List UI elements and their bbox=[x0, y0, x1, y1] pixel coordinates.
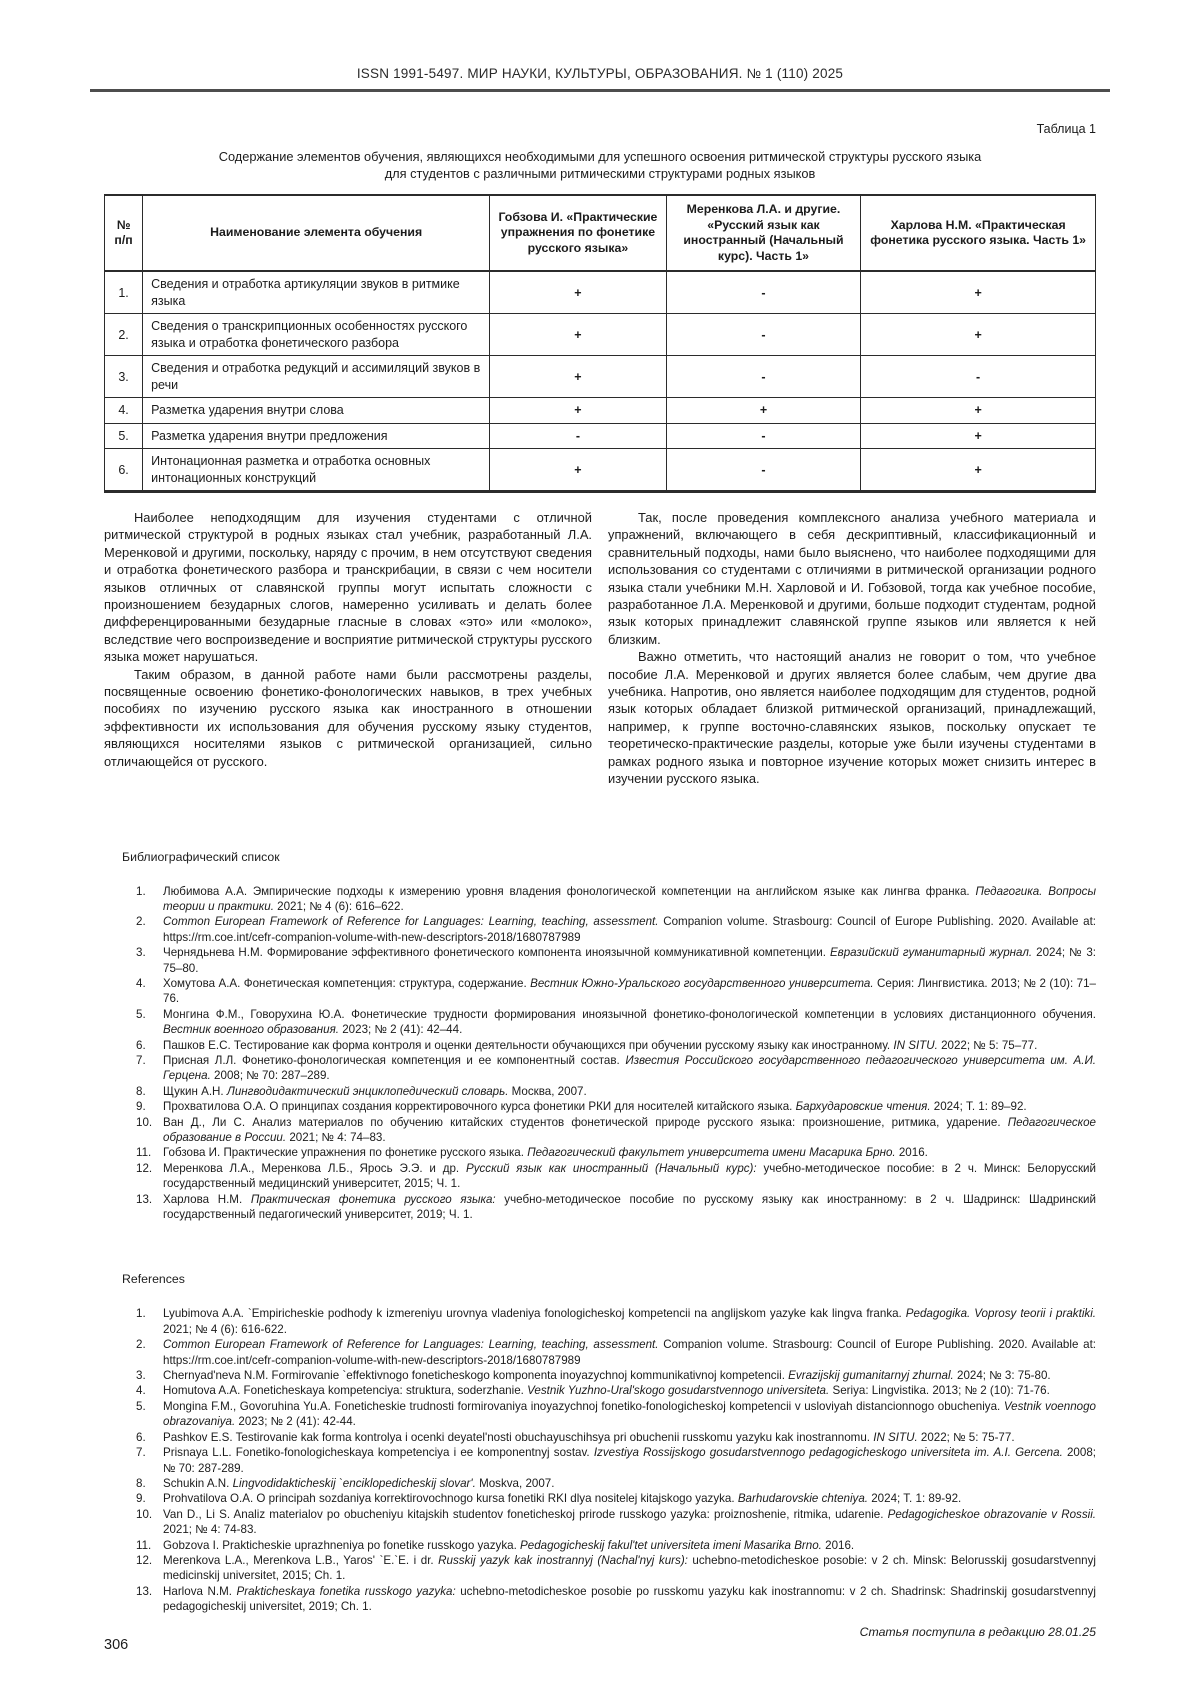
list-item-number: 6. bbox=[136, 1430, 146, 1444]
row-mark: + bbox=[861, 271, 1096, 314]
list-item bbox=[136, 1007, 1096, 1038]
list-item-number: 6. bbox=[136, 1038, 146, 1052]
list-item bbox=[136, 1192, 1096, 1223]
row-mark: + bbox=[490, 356, 667, 398]
list-item bbox=[136, 1161, 1096, 1192]
list-item bbox=[136, 1053, 1096, 1084]
row-element-name: Сведения и отработка артикуляции звуков в ритмике языка bbox=[143, 271, 490, 314]
list-item-number: 4. bbox=[136, 976, 146, 990]
received-note: Статья поступила в редакцию 28.01.25 bbox=[859, 1624, 1096, 1639]
list-item bbox=[136, 1430, 1096, 1445]
col-header-harlova: Харлова Н.М. «Практическая фонетика русского языка. Часть 1» bbox=[861, 195, 1096, 271]
list-item-text: Lyubimova A.A. `Empiricheskie podhody k izmereniyu urovnya vladeniya fonologicheskoj kompetencii na anglijskom yazyke kak lingva franka. Pedagogika. Voprosy teorii i praktiki. 2021; № 4 (6): 616-622. bbox=[163, 1307, 1096, 1336]
list-item-text: Любимова А.А. Эмпирические подходы к измерению уровня владения фонологической компетенции на английском языке как лингва франка. Педагогика. Вопросы теории и практики. 2021; № 4 (6): 616–622. bbox=[163, 884, 1096, 913]
row-number: 6. bbox=[105, 449, 143, 492]
table-caption: Таблица 1 bbox=[1036, 122, 1096, 136]
list-item bbox=[136, 976, 1096, 1007]
list-item-text: Van D., Li S. Analiz materialov po obucheniyu kitajskih studentov foneticheskoj prirode russkogo yazyka: proiznoshenie, ritmika, udarenie. Pedagogicheskoe obrazovanie v Rossii. 2021; № 4: 74-83. bbox=[163, 1507, 1096, 1537]
row-mark: + bbox=[861, 423, 1096, 449]
row-mark: + bbox=[861, 398, 1096, 424]
list-item-text: Chernyad'neva N.M. Formirovanie `effektivnogo foneticheskogo komponenta inoyazychnoj kommunikativnoj kompetencii. Evrazijskij gumanitarnyj zhurnal. 2024; № 3: 75-80. bbox=[163, 1369, 1051, 1383]
list-item-text: Присная Л.Л. Фонетико-фонологическая компетенция и ее компонентный состав. Известия Российского государственного педагогического университета им. А.И. Герцена. 2008; № 70: 287–289. bbox=[163, 1053, 1097, 1083]
row-number: 4. bbox=[105, 398, 143, 424]
list-item-number: 9. bbox=[136, 1100, 146, 1114]
list-item-number: 1. bbox=[136, 1307, 146, 1321]
table-title-line2: для студентов с различными ритмическими структурами родных языков bbox=[384, 166, 816, 181]
list-item-number: 11. bbox=[136, 1146, 152, 1160]
list-item bbox=[136, 1584, 1096, 1615]
list-item bbox=[136, 1445, 1096, 1476]
comparison-table bbox=[104, 194, 1096, 493]
row-number: 3. bbox=[105, 356, 143, 398]
list-item-number: 8. bbox=[136, 1476, 146, 1490]
table-row bbox=[105, 314, 1096, 356]
list-item-text: Homutova A.A. Foneticheskaya kompetenciya: struktura, soderzhanie. Vestnik Yuzhno-Ural'skogo gosudarstvennogo universiteta. Seriya: Lingvistika. 2013; № 2 (10): 71-76. bbox=[163, 1384, 1050, 1398]
list-item-text: Schukin A.N. Lingvodidakticheskij `enciklopedicheskij slovar'. Moskva, 2007. bbox=[163, 1476, 555, 1490]
row-element-name: Интонационная разметка и отработка основных интонационных конструкций bbox=[143, 449, 490, 492]
row-element-name: Сведения и отработка редукций и ассимиляций звуков в речи bbox=[143, 356, 490, 398]
list-item-number: 13. bbox=[136, 1192, 153, 1206]
list-item-number: 7. bbox=[136, 1446, 146, 1460]
list-item-text: Mongina F.M., Govoruhina Yu.A. Foneticheskie trudnosti formirovaniya inoyazychnoj fonetiko-fonologicheskoj kompetencii v usloviyah distancionnogo obucheniya. Vestnik voennogo obrazovaniya. 2023; № 2 (41): 42-44. bbox=[163, 1399, 1096, 1429]
list-item-number: 4. bbox=[136, 1384, 146, 1398]
row-mark: + bbox=[490, 314, 667, 356]
list-item bbox=[136, 884, 1096, 915]
row-element-name: Разметка ударения внутри предложения bbox=[143, 423, 490, 449]
list-item bbox=[136, 1491, 1096, 1506]
comparison-table-body bbox=[105, 271, 1096, 492]
body-paragraph: Так, после проведения комплексного анализа учебного материала и упражнений, включающего в себя дескриптивный, классификационный и сравнительный подходы, нами было выяснено, что наиболее подходящими для использования со студентами с отличиями в ритмической организации родного языка стали учебники М.Н. Харловой и И. Гобзовой, тогда как учебное пособие, разработанное Л.А. Меренковой и другими, больше подходит студентам, родной язык которых принадлежит славянской группе языков или является к ней близким. bbox=[608, 510, 1096, 647]
list-item-text: Prisnaya L.L. Fonetiko-fonologicheskaya kompetenciya i ee komponentnyj sostav. Izvestiya Rossijskogo gosudarstvennogo pedagogicheskogo universiteta im. A.I. Gercena. 2008; № 70: 287-289. bbox=[163, 1446, 1096, 1475]
list-item bbox=[136, 1507, 1096, 1538]
list-item-number: 7. bbox=[136, 1053, 146, 1067]
table-row bbox=[105, 271, 1096, 314]
list-item bbox=[136, 1538, 1096, 1553]
list-item-text: Common European Framework of Reference for Languages: Learning, teaching, assessment. Companion volume. Strasbourg: Council of Europe Publishing. 2020. Available at: https://rm.coe.int/cefr-companion-volume-with-new-descriptors-2018/1680787989 bbox=[163, 915, 1097, 944]
references-list bbox=[104, 1306, 1096, 1614]
body-paragraph: Таким образом, в данной работе нами были рассмотрены разделы, посвященные освоению фонетико-фонологических навыков, в трех учебных пособиях по изучению русского языка как иностранного в отношении эффективности их использования для обучения русскому языку студентов, являющихся носителями языков с ритмической организацией, сильно отличающейся от русского. bbox=[104, 666, 592, 769]
table-row bbox=[105, 398, 1096, 424]
row-mark: + bbox=[490, 398, 667, 424]
list-item-text: Harlova N.M. Prakticheskaya fonetika russkogo yazyka: uchebno-metodicheskoe posobie po russkomu yazyku kak inostrannomu: v 2 ch. Shadrinsk: Shadrinskij gosudarstvennyj pedagogicheskij universitet, 2019; Ch. 1. bbox=[163, 1584, 1096, 1614]
list-item bbox=[136, 1084, 1096, 1099]
row-mark: + bbox=[490, 271, 667, 314]
list-item bbox=[136, 1099, 1096, 1114]
body-column-right bbox=[608, 509, 1096, 788]
col-header-merenkova: Меренкова Л.А. и другие. «Русский язык как иностранный (Начальный курс). Часть 1» bbox=[666, 195, 861, 271]
list-item-text: Щукин А.Н. Лингводидактический энциклопедический словарь. Москва, 2007. bbox=[163, 1084, 587, 1098]
row-mark: + bbox=[861, 449, 1096, 492]
list-item-number: 1. bbox=[136, 884, 146, 898]
list-item-number: 3. bbox=[136, 946, 146, 960]
list-item-number: 10. bbox=[136, 1115, 153, 1129]
row-mark: - bbox=[666, 314, 861, 356]
list-item bbox=[136, 1337, 1096, 1368]
table-title bbox=[104, 148, 1096, 182]
row-mark: + bbox=[861, 314, 1096, 356]
row-element-name: Разметка ударения внутри слова bbox=[143, 398, 490, 424]
table-row bbox=[105, 423, 1096, 449]
list-item-text: Common European Framework of Reference for Languages: Learning, teaching, assessment. Companion volume. Strasbourg: Council of Europe Publishing. 2020. Available at: https://rm.coe.int/cefr-companion-volume-with-new-descriptors-2018/1680787989 bbox=[163, 1338, 1097, 1367]
row-element-name: Сведения о транскрипционных особенностях русского языка и отработка фонетического разбора bbox=[143, 314, 490, 356]
list-item bbox=[136, 1145, 1096, 1160]
list-item bbox=[136, 1306, 1096, 1337]
list-item bbox=[136, 1553, 1096, 1584]
list-item-number: 5. bbox=[136, 1007, 146, 1021]
row-number: 5. bbox=[105, 423, 143, 449]
row-number: 2. bbox=[105, 314, 143, 356]
list-item bbox=[136, 1368, 1096, 1383]
row-mark: - bbox=[666, 271, 861, 314]
row-number: 1. bbox=[105, 271, 143, 314]
journal-header: ISSN 1991-5497. МИР НАУКИ, КУЛЬТУРЫ, ОБРАЗОВАНИЯ. № 1 (110) 2025 bbox=[356, 66, 844, 81]
list-item-text: Gobzova I. Prakticheskie uprazhneniya po fonetike russkogo yazyka. Pedagogicheskij fakul'tet universiteta imeni Masarika Brno. 2016. bbox=[163, 1538, 855, 1552]
list-item-number: 3. bbox=[136, 1369, 146, 1383]
list-item-text: Хомутова А.А. Фонетическая компетенция: структура, содержание. Вестник Южно-Уральского государственного университета. Серия: Лингвистика. 2013; № 2 (10): 71–76. bbox=[163, 976, 1096, 1006]
list-item bbox=[136, 1038, 1096, 1053]
list-item-number: 2. bbox=[136, 1338, 146, 1352]
list-item bbox=[136, 1399, 1096, 1430]
list-item-text: Монгина Ф.М., Говорухина Ю.А. Фонетические трудности формирования иноязычной фонетико-фонологической компетенции в условиях дистанционного обучения. Вестник военного образования. 2023; № 2 (41): 42–44. bbox=[163, 1007, 1096, 1037]
list-item-text: Prohvatilova O.A. O principah sozdaniya korrektirovochnogo kursa fonetiki RKI dlya nositelej kitajskogo yazyka. Barhudarovskie chteniya. 2024; T. 1: 89-92. bbox=[163, 1492, 962, 1506]
list-item-number: 5. bbox=[136, 1399, 146, 1413]
row-mark: + bbox=[666, 398, 861, 424]
list-item-number: 12. bbox=[136, 1553, 153, 1567]
list-item-text: Пашков Е.С. Тестирование как форма контроля и оценки деятельности обучающихся при обучении русскому языку как иностранному. IN SITU. 2022; № 5: 75–77. bbox=[163, 1038, 1038, 1052]
row-mark: - bbox=[861, 356, 1096, 398]
list-item-number: 8. bbox=[136, 1084, 146, 1098]
list-item-text: Прохватилова О.А. О принципах создания корректировочного курса фонетики РКИ для носителей китайского языка. Бархударовские чтения. 2024; Т. 1: 89–92. bbox=[163, 1100, 1027, 1114]
list-item-text: Меренкова Л.А., Меренкова Л.Б., Ярось Э.Э. и др. Русский язык как иностранный (Начальный курс): учебно-методическое пособие: в 2 ч. Минск: Белорусский государственный медицинский университет, 2015; Ч. 1. bbox=[163, 1161, 1096, 1191]
row-mark: - bbox=[666, 356, 861, 398]
list-item-text: Харлова Н.М. Практическая фонетика русского языка: учебно-методическое пособие по русскому языку как иностранному: в 2 ч. Шадринск: Шадринский государственный педагогический университет, 2019; Ч. 1. bbox=[163, 1192, 1096, 1222]
list-item-number: 9. bbox=[136, 1492, 146, 1506]
list-item bbox=[136, 1115, 1096, 1146]
list-item bbox=[136, 1383, 1096, 1398]
list-item-number: 13. bbox=[136, 1584, 153, 1598]
row-mark: - bbox=[490, 423, 667, 449]
header-rule bbox=[90, 89, 1110, 92]
table-row bbox=[105, 356, 1096, 398]
col-header-element-name: Наименование элемента обучения bbox=[143, 195, 490, 271]
row-mark: - bbox=[666, 449, 861, 492]
list-item-text: Merenkova L.A., Merenkova L.B., Yaros' `E.`E. i dr. Russkij yazyk kak inostrannyj (Nachal'nyj kurs): uchebno-metodicheskoe posobie: v 2 ch. Minsk: Belorusskij gosudarstvennyj medicinskij universitet, 2015; Ch. 1. bbox=[163, 1553, 1097, 1583]
body-paragraph: Важно отметить, что настоящий анализ не говорит о том, что учебное пособие Л.А. Меренковой и других является более слабым, чем другие два учебника. Напротив, оно является наиболее подходящим для студентов, родной язык которых обладает близкой ритмической организаций, принадлежащий, например, к группе восточно-славянских языков, поскольку опускает те теоретическо-практические разделы, которые уже были изучены студентами в рамках родного языка и повторное изучение которых может снизить интерес в изучении русского языка. bbox=[608, 649, 1096, 787]
list-item-number: 10. bbox=[136, 1507, 153, 1521]
references-heading: References bbox=[122, 1272, 185, 1287]
list-item-number: 2. bbox=[136, 915, 146, 929]
page-number: 306 bbox=[104, 1637, 129, 1653]
table-title-line1: Содержание элементов обучения, являющихся необходимыми для успешного освоения ритмической структуры русского языка bbox=[218, 149, 982, 164]
article-body bbox=[104, 509, 1096, 788]
list-item-number: 11. bbox=[136, 1538, 152, 1552]
table-header-row bbox=[105, 195, 1096, 271]
list-item bbox=[136, 914, 1096, 945]
body-paragraph: Наиболее неподходящим для изучения студентами с отличной ритмической структурой в родных языках стал учебник, разработанный Л.А. Меренковой и другими, поскольку, наряду с прочим, в нем отсутствуют сведения и отработка фонетического разбора и транскрибации, в связи с чем носители языков отличных от славянской группы могут испытать сложности с произношением безударных слогов, намеренно усиливать и делать более дифференцированными безударные гласные в словах «это» или «молоко», вследствие чего воспроизведение и восприятие ритмической структуры русского языка может нарушаться. bbox=[104, 510, 592, 665]
table-row bbox=[105, 449, 1096, 492]
comparison-table-head bbox=[105, 195, 1096, 271]
col-header-gobzova: Гобзова И. «Практические упражнения по фонетике русского языка» bbox=[490, 195, 667, 271]
list-item-text: Ван Д., Ли С. Анализ материалов по обучению китайских студентов фонетической природе русского языка: произношение, ритмика, ударение. Педагогическое образование в России. 2021; № 4: 74–83. bbox=[163, 1115, 1096, 1144]
list-item-text: Чернядьнева Н.М. Формирование эффективного фонетического компонента иноязычной коммуникативной компетенции. Евразийский гуманитарный журнал. 2024; № 3: 75–80. bbox=[163, 946, 1096, 975]
row-mark: - bbox=[666, 423, 861, 449]
bibliography-list bbox=[104, 884, 1096, 1223]
list-item bbox=[136, 1476, 1096, 1491]
row-mark: + bbox=[490, 449, 667, 492]
list-item-number: 12. bbox=[136, 1161, 153, 1175]
list-item-text: Гобзова И. Практические упражнения по фонетике русского языка. Педагогический факультет университета имени Масарика Брно. 2016. bbox=[163, 1146, 928, 1160]
list-item-text: Pashkov E.S. Testirovanie kak forma kontrolya i ocenki deyatel'nosti obuchayuschihsya pri obuchenii russkomu yazyku kak inostrannomu. IN SITU. 2022; № 5: 75-77. bbox=[163, 1430, 1015, 1444]
list-item bbox=[136, 945, 1096, 976]
col-header-num: № п/п bbox=[105, 195, 143, 271]
body-column-left bbox=[104, 509, 592, 788]
bibliography-heading: Библиографический список bbox=[122, 849, 280, 864]
